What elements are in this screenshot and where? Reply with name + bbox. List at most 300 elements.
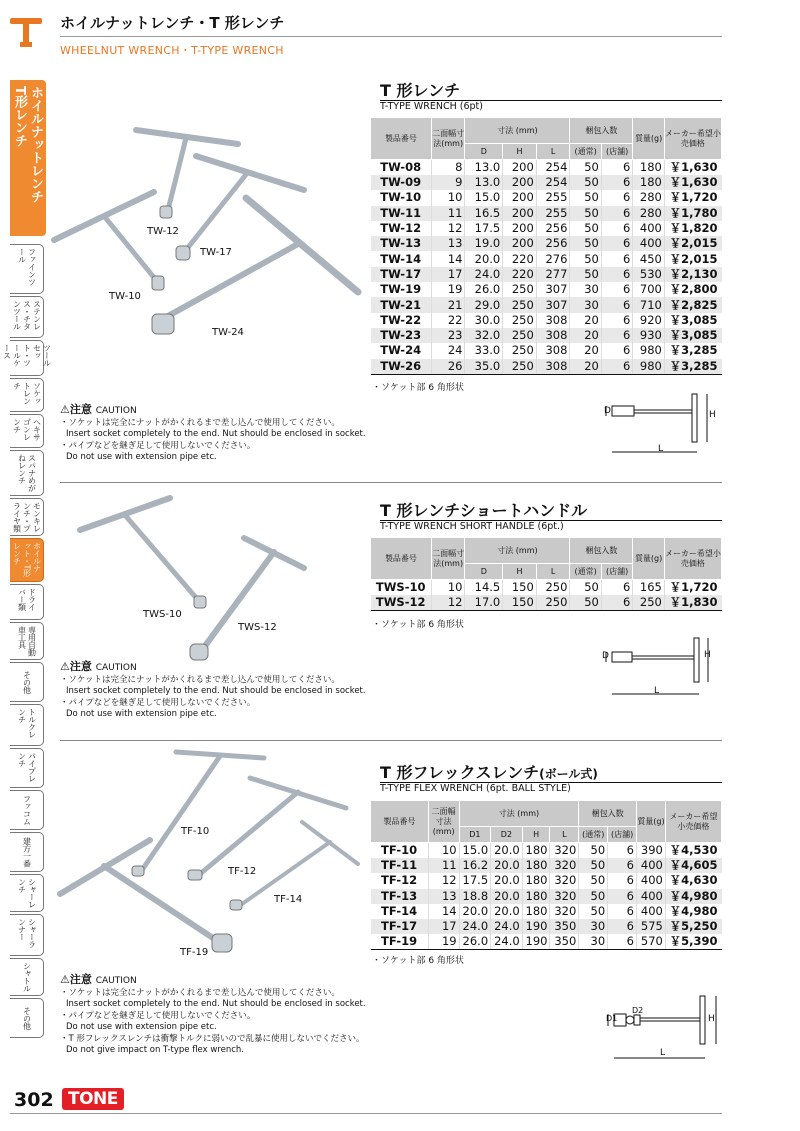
value-cell: 6 — [608, 858, 637, 873]
index-tab[interactable]: シャーランナー — [10, 914, 44, 956]
section-divider — [60, 740, 722, 741]
value-cell: 400 — [637, 858, 666, 873]
value-cell: 29.0 — [465, 297, 503, 312]
th-dims: 寸法 (mm) — [459, 801, 579, 827]
value-cell: 200 — [503, 236, 537, 251]
price-cell: ￥3,085 — [664, 328, 721, 343]
section3-hex-note: ・ソケット部 6 角形状 — [372, 956, 464, 966]
th-pack-normal: (通常) — [579, 827, 608, 843]
value-cell: 250 — [503, 297, 537, 312]
value-cell: 256 — [536, 236, 570, 251]
value-cell: 9 — [431, 175, 465, 190]
value-cell: 6 — [601, 190, 632, 205]
value-cell: 308 — [536, 328, 570, 343]
product-code-cell: TWS-10 — [375, 580, 426, 594]
product-label: TW-24 — [212, 327, 244, 338]
caution-block: ⚠注意 CAUTION ・ソケットは完全にナットがかくれるまで差し込んで使用してください。 Insert socket completely to the end. Nut should be enclosed in socket. ・パイプなどを継ぎ足して使用しないでください。 Do not use with extension pipe etc. — [60, 403, 366, 462]
product-code-cell: TF-17 — [371, 919, 429, 934]
value-cell: 920 — [633, 313, 664, 328]
th-pack-store: (店舗) — [601, 564, 632, 580]
value-cell: 50 — [579, 843, 608, 859]
section3-subtitle: T-TYPE FLEX WRENCH (6pt. BALL STYLE) — [380, 783, 571, 794]
product-code-cell: TW-13 — [371, 236, 432, 251]
th-pack-normal: (通常) — [570, 144, 601, 160]
dim-d-label: D — [604, 406, 611, 416]
value-cell: 450 — [633, 251, 664, 266]
value-cell: 32.0 — [465, 328, 503, 343]
product-label: TWS-10 — [143, 609, 182, 620]
value-cell: 23 — [431, 328, 465, 343]
value-cell: 200 — [503, 206, 537, 221]
value-cell: 50 — [579, 904, 608, 919]
value-cell: 17.5 — [459, 873, 491, 888]
table-row — [371, 160, 722, 176]
value-cell: 13 — [428, 889, 459, 904]
value-cell: 320 — [550, 873, 579, 888]
value-cell: 255 — [536, 206, 570, 221]
caution-block: ⚠注意 CAUTION ・ソケットは完全にナットがかくれるまで差し込んで使用してください。 Insert socket completely to the end. Nut should be enclosed in socket. ・パイプなどを継ぎ足して使用しないでください。 Do not use with extension pipe etc. — [60, 660, 366, 719]
price-cell: ￥1,720 — [664, 580, 721, 596]
value-cell: 400 — [633, 236, 664, 251]
th-dims: 寸法 (mm) — [465, 118, 570, 144]
table-row — [371, 580, 722, 596]
value-cell: 250 — [536, 595, 570, 611]
value-cell: 320 — [550, 843, 579, 859]
value-cell: 6 — [601, 206, 632, 221]
price-cell: ￥2,825 — [664, 297, 721, 312]
value-cell: 200 — [503, 221, 537, 236]
value-cell: 13.0 — [465, 160, 503, 176]
th-pack-normal: (通常) — [570, 564, 601, 580]
value-cell: 30 — [570, 282, 601, 297]
index-tab[interactable]: その他 — [10, 998, 44, 1038]
product-code-cell: TW-26 — [371, 359, 432, 375]
value-cell: 256 — [536, 221, 570, 236]
value-cell: 6 — [608, 904, 637, 919]
th-col: L — [550, 827, 579, 843]
value-cell: 180 — [633, 175, 664, 190]
product-code-cell: TW-23 — [371, 328, 432, 343]
value-cell: 33.0 — [465, 343, 503, 358]
th-col: H — [503, 564, 537, 580]
th-col: D2 — [491, 827, 523, 843]
index-tab[interactable]: ソケットレンチ — [10, 378, 44, 412]
value-cell: 30 — [570, 297, 601, 312]
section3-title: T 形フレックスレンチ(ボール式) — [380, 763, 598, 782]
brand-logo: TONE — [62, 1088, 124, 1110]
value-cell: 307 — [536, 297, 570, 312]
price-cell: ￥4,630 — [665, 873, 721, 888]
value-cell: 6 — [601, 267, 632, 282]
th-dims: 寸法 (mm) — [465, 538, 570, 564]
value-cell: 250 — [503, 343, 537, 358]
value-cell: 400 — [637, 873, 666, 888]
index-tab[interactable]: ホイルナット・T形レンチ — [10, 538, 44, 582]
index-tab[interactable]: モンキレンチ・プライヤ類 — [10, 498, 44, 536]
value-cell: 250 — [503, 359, 537, 375]
price-cell: ￥5,390 — [665, 934, 721, 950]
dim-l-label: L — [660, 1048, 666, 1058]
value-cell: 400 — [637, 904, 666, 919]
warning-icon: ⚠ — [60, 403, 70, 416]
value-cell: 11 — [428, 858, 459, 873]
table-row — [371, 236, 722, 251]
section-divider — [60, 482, 722, 483]
value-cell: 8 — [431, 160, 465, 176]
value-cell: 26 — [431, 359, 465, 375]
value-cell: 180 — [522, 873, 550, 888]
value-cell: 400 — [637, 889, 666, 904]
value-cell: 6 — [601, 359, 632, 375]
value-cell: 575 — [637, 919, 666, 934]
th-size: 二面幅寸法(mm) — [431, 118, 465, 160]
product-code-cell: TF-10 — [381, 843, 418, 857]
product-code-cell: TF-13 — [371, 889, 429, 904]
price-cell: ￥4,980 — [665, 889, 721, 904]
value-cell: 400 — [633, 221, 664, 236]
value-cell: 6 — [601, 282, 632, 297]
value-cell: 19.0 — [465, 236, 503, 251]
footer-rule — [10, 1113, 722, 1114]
value-cell: 20.0 — [491, 873, 523, 888]
product-code-cell: TF-12 — [381, 873, 418, 888]
price-cell: ￥4,980 — [665, 904, 721, 919]
value-cell: 20 — [570, 343, 601, 358]
value-cell: 24.0 — [465, 267, 503, 282]
section1-hex-note: ・ソケット部 6 角形状 — [372, 383, 464, 393]
product-code-cell: TW-10 — [380, 190, 422, 205]
dim-d-label: D — [602, 651, 609, 661]
value-cell: 980 — [633, 359, 664, 375]
price-cell: ￥2,130 — [664, 267, 721, 282]
product-code-cell: TF-11 — [371, 858, 429, 873]
th-pack: 梱包入数 — [570, 538, 633, 564]
value-cell: 6 — [608, 873, 637, 888]
dim-d2-label: D2 — [632, 1006, 644, 1015]
section1-title: T 形レンチ — [380, 81, 461, 100]
value-cell: 6 — [601, 580, 632, 596]
tws-dimension-drawing — [600, 632, 722, 702]
value-cell: 6 — [608, 889, 637, 904]
th-col: H — [503, 144, 537, 160]
dim-h-label: H — [704, 650, 711, 660]
value-cell: 200 — [503, 190, 537, 205]
value-cell: 6 — [601, 160, 632, 176]
section2-hex-note: ・ソケット部 6 角形状 — [372, 620, 464, 630]
value-cell: 320 — [550, 904, 579, 919]
index-tab[interactable]: ヘキサゴンレンチ — [10, 414, 44, 448]
section3-spec-table — [370, 800, 722, 950]
th-pack-store: (店舗) — [608, 827, 637, 843]
value-cell: 10 — [431, 580, 465, 596]
index-tab[interactable]: スパナめがねレンチ — [10, 450, 44, 496]
product-code-cell: TW-11 — [371, 206, 432, 221]
product-code-cell: TW-08 — [380, 160, 422, 174]
value-cell: 350 — [550, 934, 579, 950]
product-code-cell: TWS-12 — [371, 595, 432, 611]
index-tab[interactable]: ステンレス・チタンツール — [10, 296, 44, 338]
product-code-cell: TW-17 — [371, 267, 432, 282]
value-cell: 14.5 — [465, 580, 503, 596]
th-size: 二面幅寸法(mm) — [431, 538, 465, 580]
th-pack: 梱包入数 — [579, 801, 637, 827]
product-code-cell: TW-21 — [371, 297, 432, 312]
value-cell: 200 — [503, 160, 537, 176]
value-cell: 390 — [637, 843, 666, 859]
product-code-cell: TW-09 — [371, 175, 432, 190]
value-cell: 180 — [522, 904, 550, 919]
value-cell: 50 — [579, 858, 608, 873]
index-tab[interactable]: 専用自動車工具 — [10, 622, 44, 660]
price-cell: ￥3,285 — [664, 359, 721, 375]
index-tab[interactable]: ツールセット・ツールケース — [10, 340, 44, 376]
value-cell: 200 — [503, 175, 537, 190]
section1-subtitle: T-TYPE WRENCH (6pt) — [380, 101, 483, 112]
th-col: D — [465, 564, 503, 580]
th-weight: 質量(g) — [633, 538, 664, 580]
table-row — [371, 190, 722, 205]
value-cell: 20.0 — [491, 904, 523, 919]
product-label: TF-10 — [181, 826, 210, 837]
value-cell: 700 — [633, 282, 664, 297]
product-code-cell: TW-12 — [380, 221, 422, 236]
product-label: TW-12 — [147, 226, 179, 237]
value-cell: 250 — [503, 313, 537, 328]
value-cell: 30.0 — [465, 313, 503, 328]
value-cell: 250 — [633, 595, 664, 611]
value-cell: 280 — [633, 206, 664, 221]
dim-h-label: H — [708, 1014, 715, 1024]
value-cell: 255 — [536, 190, 570, 205]
table-row — [371, 934, 722, 950]
value-cell: 530 — [633, 267, 664, 282]
product-label: TF-14 — [274, 894, 303, 905]
value-cell: 50 — [570, 206, 601, 221]
value-cell: 20.0 — [465, 251, 503, 266]
value-cell: 50 — [570, 221, 601, 236]
value-cell: 6 — [601, 221, 632, 236]
value-cell: 50 — [570, 175, 601, 190]
price-cell: ￥2,015 — [664, 236, 721, 251]
table-row — [371, 359, 722, 375]
table-row — [371, 282, 722, 297]
value-cell: 20.0 — [491, 843, 523, 859]
value-cell: 50 — [570, 580, 601, 596]
value-cell: 150 — [503, 580, 537, 596]
table-row — [371, 858, 722, 873]
th-pack: 梱包入数 — [570, 118, 633, 144]
index-tab[interactable]: パイプレンチ — [10, 748, 44, 788]
table-row — [371, 206, 722, 221]
value-cell: 6 — [601, 313, 632, 328]
value-cell: 13 — [431, 236, 465, 251]
tws-wrench-illustration — [60, 490, 360, 670]
value-cell: 250 — [536, 580, 570, 596]
value-cell: 10 — [431, 190, 465, 205]
value-cell: 30 — [579, 934, 608, 950]
tf-wrench-illustration — [54, 744, 374, 964]
value-cell: 6 — [601, 175, 632, 190]
table-row — [371, 297, 722, 312]
product-label: TWS-12 — [238, 622, 277, 633]
value-cell: 24.0 — [459, 919, 491, 934]
section1-spec-table — [370, 117, 722, 375]
tw-wrench-illustration — [48, 120, 368, 360]
price-cell: ￥1,630 — [664, 160, 721, 176]
value-cell: 254 — [536, 175, 570, 190]
th-col: H — [522, 827, 550, 843]
price-cell: ￥3,285 — [664, 343, 721, 358]
price-cell: ￥2,800 — [664, 282, 721, 297]
value-cell: 17 — [431, 267, 465, 282]
th-pack-store: (店舗) — [601, 144, 632, 160]
section2-subtitle: T-TYPE WRENCH SHORT HANDLE (6pt.) — [380, 521, 564, 532]
table-row — [371, 919, 722, 934]
product-code-cell: TF-19 — [371, 934, 429, 950]
value-cell: 50 — [570, 160, 601, 176]
caution-block: ⚠注意 CAUTION ・ソケットは完全にナットがかくれるまで差し込んで使用してください。 Insert socket completely to the end. Nut should be enclosed in socket. ・パイプなどを継ぎ足して使用しないでください。 Do not use with extension pipe etc. ・T 形フレックスレンチは衝撃トルクに弱いので乱暴に使用しないでください。 Do not give impact on T-type flex wrench. — [60, 973, 366, 1055]
value-cell: 6 — [608, 843, 637, 859]
page-subtitle: WHEELNUT WRENCH・T-TYPE WRENCH — [60, 44, 284, 57]
product-code-cell: TW-19 — [380, 282, 422, 297]
value-cell: 50 — [570, 190, 601, 205]
dim-h-label: H — [709, 410, 716, 420]
value-cell: 17.5 — [465, 221, 503, 236]
index-tab[interactable]: シャトル — [10, 958, 44, 996]
price-cell: ￥4,530 — [665, 843, 721, 859]
index-tab[interactable]: シャーレンチ — [10, 874, 44, 912]
category-tab[interactable] — [10, 80, 46, 236]
product-label: TW-10 — [109, 291, 141, 302]
t-wrench-logo-icon — [8, 14, 48, 48]
product-code-cell: TW-14 — [380, 251, 422, 266]
th-code: 製品番号 — [371, 118, 432, 160]
price-cell: ￥1,720 — [664, 190, 721, 205]
value-cell: 250 — [503, 328, 537, 343]
value-cell: 14 — [428, 904, 459, 919]
index-tab[interactable]: ファインツール — [10, 244, 44, 294]
product-label: TF-19 — [180, 947, 209, 958]
value-cell: 308 — [536, 313, 570, 328]
th-size: 二面幅寸法(mm) — [428, 801, 459, 843]
index-tab[interactable]: トルクレンチ — [10, 704, 44, 746]
page-title: ホイルナットレンチ・T 形レンチ — [60, 14, 285, 32]
product-label: TW-17 — [200, 247, 232, 258]
value-cell: 20 — [570, 313, 601, 328]
value-cell: 16.2 — [459, 858, 491, 873]
product-label: TF-12 — [228, 866, 257, 877]
value-cell: 930 — [633, 328, 664, 343]
value-cell: 320 — [550, 889, 579, 904]
value-cell: 190 — [522, 919, 550, 934]
value-cell: 24.0 — [491, 919, 523, 934]
value-cell: 280 — [633, 190, 664, 205]
price-cell: ￥1,830 — [664, 595, 721, 611]
value-cell: 50 — [570, 251, 601, 266]
value-cell: 22 — [431, 313, 465, 328]
value-cell: 17.0 — [465, 595, 503, 611]
price-cell: ￥1,630 — [664, 175, 721, 190]
category-tab-line1: ホイルナットレンチ — [28, 86, 43, 203]
index-tab[interactable]: その他 — [10, 662, 44, 702]
value-cell: 19 — [431, 282, 465, 297]
value-cell: 10 — [428, 843, 459, 859]
value-cell: 276 — [536, 251, 570, 266]
th-col: L — [536, 144, 570, 160]
dim-d1-label: D1 — [606, 1014, 618, 1023]
value-cell: 277 — [536, 267, 570, 282]
value-cell: 320 — [550, 858, 579, 873]
dim-l-label: L — [658, 444, 664, 454]
index-tab[interactable]: ドライバー類 — [10, 584, 44, 620]
value-cell: 190 — [522, 934, 550, 950]
value-cell: 12 — [431, 221, 465, 236]
value-cell: 15.0 — [465, 190, 503, 205]
value-cell: 6 — [601, 595, 632, 611]
price-cell: ￥2,015 — [664, 251, 721, 266]
value-cell: 16.5 — [465, 206, 503, 221]
dim-l-label: L — [654, 686, 660, 696]
th-price: メーカー希望小売価格 — [665, 801, 721, 843]
value-cell: 6 — [601, 236, 632, 251]
table-row — [371, 843, 722, 859]
value-cell: 50 — [570, 595, 601, 611]
value-cell: 150 — [503, 595, 537, 611]
value-cell: 14 — [431, 251, 465, 266]
value-cell: 13.0 — [465, 175, 503, 190]
table-row — [371, 595, 722, 611]
value-cell: 35.0 — [465, 359, 503, 375]
value-cell: 20 — [570, 359, 601, 375]
value-cell: 18.8 — [459, 889, 491, 904]
page-number: 302 — [14, 1089, 54, 1111]
value-cell: 50 — [570, 236, 601, 251]
table-row — [371, 221, 722, 236]
value-cell: 308 — [536, 359, 570, 375]
value-cell: 20.0 — [459, 904, 491, 919]
value-cell: 11 — [431, 206, 465, 221]
value-cell: 24 — [431, 343, 465, 358]
value-cell: 6 — [601, 251, 632, 266]
product-code-cell: TW-24 — [380, 343, 422, 358]
category-tab-line2: T形レンチ — [12, 86, 27, 147]
value-cell: 26.0 — [465, 282, 503, 297]
value-cell: 17 — [428, 919, 459, 934]
index-tab[interactable]: 建方一番 — [10, 832, 44, 872]
value-cell: 26.0 — [459, 934, 491, 950]
value-cell: 15.0 — [459, 843, 491, 859]
value-cell: 24.0 — [491, 934, 523, 950]
price-cell: ￥1,820 — [664, 221, 721, 236]
value-cell: 20.0 — [491, 858, 523, 873]
table-row — [371, 889, 722, 904]
table-row — [371, 904, 722, 919]
value-cell: 350 — [550, 919, 579, 934]
value-cell: 254 — [536, 160, 570, 176]
th-price: メーカー希望小売価格 — [664, 118, 721, 160]
warning-icon: ⚠ — [60, 973, 70, 986]
value-cell: 6 — [601, 343, 632, 358]
table-row — [371, 343, 722, 358]
index-tab[interactable]: ファコム — [10, 790, 44, 830]
warning-icon: ⚠ — [60, 660, 70, 673]
value-cell: 30 — [579, 919, 608, 934]
th-col: L — [536, 564, 570, 580]
price-cell: ￥1,780 — [664, 206, 721, 221]
table-row — [371, 267, 722, 282]
th-col: D — [465, 144, 503, 160]
value-cell: 180 — [522, 889, 550, 904]
